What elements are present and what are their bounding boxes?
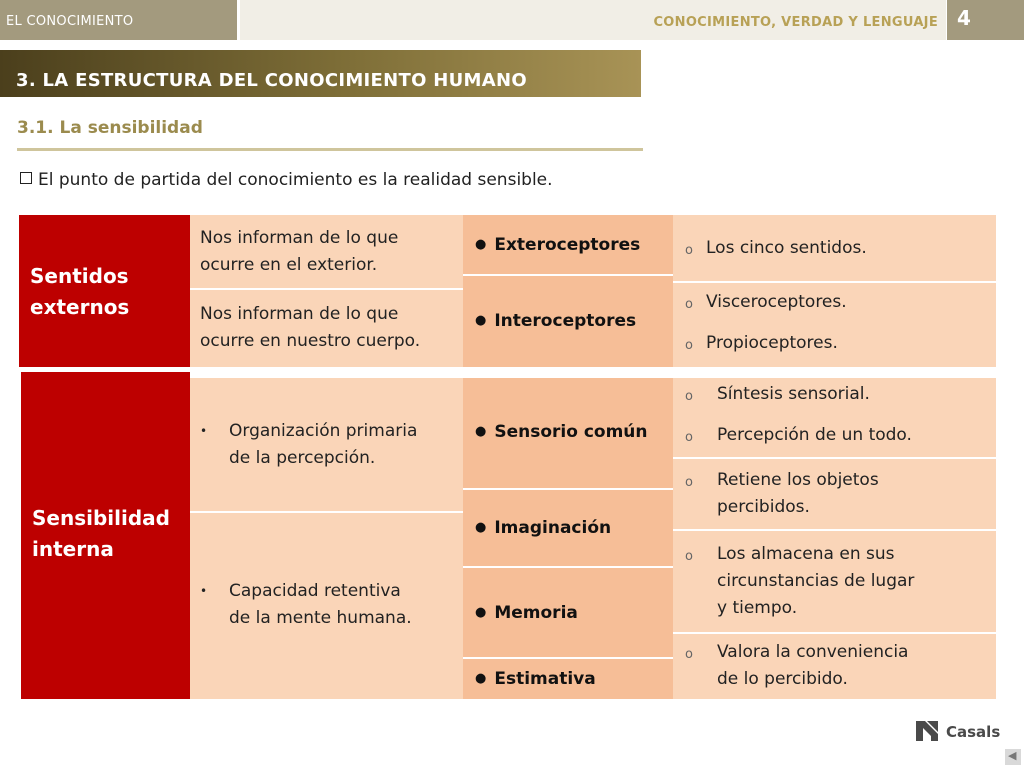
- item-imaginacion-line2: percibidos.: [717, 497, 810, 517]
- externos-desc-2-line1: Nos informan de lo que: [200, 304, 399, 324]
- sense-cell-sensorio-comun: [463, 378, 673, 488]
- interna-desc-2-line2: de la mente humana.: [229, 608, 412, 628]
- externos-label-line2: externos: [30, 295, 130, 319]
- casals-logo-icon: [915, 720, 939, 742]
- bullet-icon: •: [200, 424, 208, 438]
- externos-label-line1: Sentidos: [30, 264, 129, 288]
- intro-line: [20, 170, 553, 190]
- sense-bullet-icon: ●: [475, 424, 487, 439]
- page-number: 4: [957, 6, 971, 30]
- item-bullet-icon: o: [685, 243, 693, 258]
- externos-label-cell: [19, 215, 190, 367]
- sense-cell-interoceptores: [463, 276, 673, 367]
- section-band: [0, 50, 641, 97]
- sense-bullet-icon: ●: [475, 605, 487, 620]
- checkbox-bullet-icon: [20, 172, 32, 184]
- sense-estimativa: Estimativa: [494, 669, 596, 689]
- externos-label: [30, 261, 129, 323]
- header-chapter-bar: [240, 0, 946, 40]
- items-cell-imaginacion: [673, 459, 996, 529]
- item-sintesis-sensorial: Síntesis sensorial.: [717, 384, 870, 404]
- interna-label-line2: interna: [32, 537, 114, 561]
- sense-bullet-icon: ●: [475, 671, 487, 686]
- casals-logo-text: Casals: [946, 723, 1001, 741]
- items-cell-sensorio: [673, 378, 996, 457]
- items-cell-exteroceptores: [673, 215, 996, 281]
- section-title: 3. LA ESTRUCTURA DEL CONOCIMIENTO HUMANO: [16, 70, 527, 91]
- item-bullet-icon: o: [685, 338, 693, 353]
- sense-bullet-icon: ●: [475, 313, 487, 328]
- intro-text: El punto de partida del conocimiento es la realidad sensible.: [38, 170, 553, 190]
- sense-memoria: Memoria: [494, 603, 578, 623]
- item-bullet-icon: o: [685, 389, 693, 404]
- sense-bullet-icon: ●: [475, 520, 487, 535]
- subsection-underline: [17, 148, 643, 151]
- item-bullet-icon: o: [685, 297, 693, 312]
- item-visceroceptores: Visceroceptores.: [706, 292, 847, 312]
- interna-desc-1-line1: Organización primaria: [229, 421, 418, 441]
- externos-desc-1-line2: ocurre en el exterior.: [200, 255, 378, 275]
- sense-sensorio-comun: Sensorio común: [494, 422, 648, 442]
- sense-cell-exteroceptores: [463, 215, 673, 274]
- externos-desc-2-line2: ocurre en nuestro cuerpo.: [200, 331, 421, 351]
- sense-exteroceptores: Exteroceptores: [494, 235, 641, 255]
- item-memoria-line1: Los almacena en sus: [717, 544, 895, 564]
- items-cell-memoria: [673, 531, 996, 632]
- interna-desc-2-line1: Capacidad retentiva: [229, 581, 401, 601]
- header-left-label: EL CONOCIMIENTO: [6, 14, 134, 29]
- item-memoria-line3: y tiempo.: [717, 598, 798, 618]
- item-propioceptores: Propioceptores.: [706, 333, 838, 353]
- sense-imaginacion: Imaginación: [494, 518, 612, 538]
- item-bullet-icon: o: [685, 475, 693, 490]
- casals-logo: [915, 718, 1005, 746]
- sense-interoceptores: Interoceptores: [494, 311, 637, 331]
- item-memoria-line2: circunstancias de lugar: [717, 571, 915, 591]
- externos-desc-1-line1: Nos informan de lo que: [200, 228, 399, 248]
- sense-cell-imaginacion: [463, 490, 673, 566]
- first-slide-button[interactable]: [1005, 749, 1021, 765]
- externos-desc-cell-1: [190, 215, 463, 288]
- item-bullet-icon: o: [685, 430, 693, 445]
- item-imaginacion-line1: Retiene los objetos: [717, 470, 879, 490]
- header-section-tab: [0, 0, 237, 40]
- externos-desc-cell-2: [190, 290, 463, 367]
- skip-back-icon: ◀: [1008, 749, 1017, 762]
- item-estimativa-line1: Valora la conveniencia: [717, 642, 909, 662]
- page-number-box: [947, 0, 1024, 40]
- sense-cell-memoria: [463, 568, 673, 657]
- item-bullet-icon: o: [685, 549, 693, 564]
- item-estimativa-line2: de lo percibido.: [717, 669, 848, 689]
- bullet-icon: •: [200, 584, 208, 598]
- sense-bullet-icon: ●: [475, 237, 487, 252]
- item-bullet-icon: o: [685, 647, 693, 662]
- interna-desc-cell-1: [190, 378, 463, 511]
- interna-desc-cell-2: [190, 513, 463, 699]
- item-cinco-sentidos: Los cinco sentidos.: [706, 238, 867, 258]
- header-right-label: CONOCIMIENTO, VERDAD Y LENGUAJE: [653, 15, 938, 30]
- items-cell-interoceptores: [673, 283, 996, 367]
- interna-label: [32, 503, 170, 565]
- items-cell-estimativa: [673, 634, 996, 699]
- subsection-title: 3.1. La sensibilidad: [17, 118, 203, 138]
- interna-label-cell: [19, 369, 190, 699]
- interna-desc-1-line2: de la percepción.: [229, 448, 376, 468]
- item-percepcion-todo: Percepción de un todo.: [717, 425, 912, 445]
- sense-cell-estimativa: [463, 659, 673, 699]
- interna-label-line1: Sensibilidad: [32, 506, 170, 530]
